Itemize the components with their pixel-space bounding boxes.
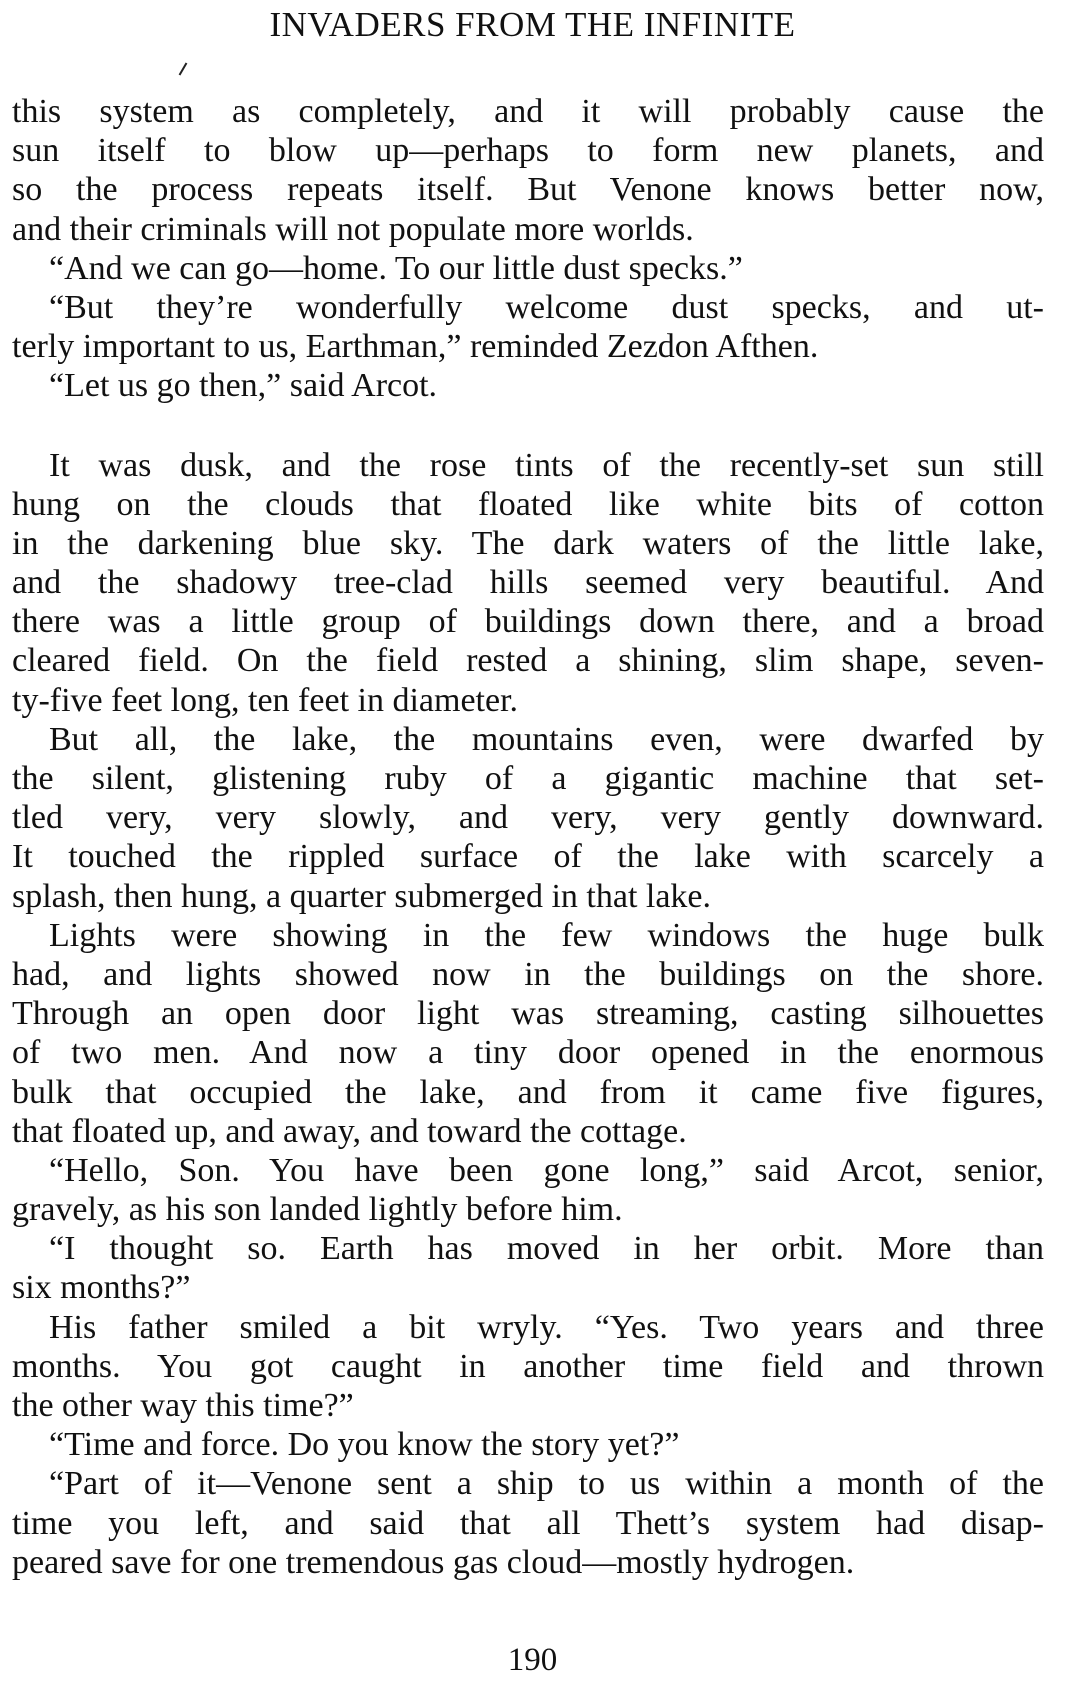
stray-pen-mark xyxy=(179,62,188,75)
paragraph xyxy=(12,366,1044,405)
paragraph xyxy=(12,288,1044,366)
page-number: 190 xyxy=(507,1642,558,1678)
text-line: months. You got caught in another time field and thrown xyxy=(12,1347,1044,1385)
text-line: sun itself to blow up—perhaps to form new planets, and xyxy=(12,132,1044,170)
text-line: Through an open door light was streaming, casting silhouettes xyxy=(12,995,1044,1033)
text-line: “Time and force. Do you know the story yet?” xyxy=(49,1426,680,1464)
text-line: tled very, very slowly, and very, very gently downward. xyxy=(12,799,1044,837)
text-line: in the darkening blue sky. The dark waters of the little lake, xyxy=(12,524,1044,562)
text-line: had, and lights showed now in the buildings on the shore. xyxy=(12,955,1044,993)
text-line: “But they’re wonderfully welcome dust specks, and ut- xyxy=(49,288,1044,326)
text-line: the silent, glistening ruby of a gigantic machine that set- xyxy=(12,760,1044,797)
text-line: “Let us go then,” said Arcot. xyxy=(49,367,438,405)
paragraph xyxy=(12,249,1044,288)
text-line: peared save for one tremendous gas cloud—mostly hydrogen. xyxy=(12,1543,855,1581)
text-line: so the process repeats itself. But Venone knows better now, xyxy=(12,171,1044,209)
text-line: the other way this time?” xyxy=(12,1387,354,1424)
paragraph xyxy=(12,1151,1044,1229)
text-line: “Hello, Son. You have been gone long,” said Arcot, senior, xyxy=(49,1151,1044,1189)
text-line: Lights were showing in the few windows the huge bulk xyxy=(49,916,1044,954)
text-line: ty-five feet long, ten feet in diameter. xyxy=(12,681,519,719)
text-line: gravely, as his son landed lightly before him. xyxy=(12,1191,623,1229)
text-line: hung on the clouds that floated like white bits of cotton xyxy=(12,485,1044,523)
paragraph xyxy=(12,1229,1044,1307)
text-line: splash, then hung, a quarter submerged in that lake. xyxy=(12,877,712,915)
text-line: terly important to us, Earthman,” reminded Zezdon Afthen. xyxy=(12,328,819,366)
text-line: But all, the lake, the mountains even, were dwarfed by xyxy=(49,720,1044,758)
text-line: six months?” xyxy=(12,1269,191,1307)
paragraph xyxy=(12,446,1044,720)
text-line: there was a little group of buildings down there, and a broad xyxy=(12,603,1044,641)
text-line: that floated up, and away, and toward the cottage. xyxy=(12,1112,687,1150)
text-line: “I thought so. Earth has moved in her orbit. More than xyxy=(49,1230,1044,1268)
text-line: His father smiled a bit wryly. “Yes. Two years and three xyxy=(49,1308,1044,1346)
body-text xyxy=(12,92,1044,1582)
text-line: “Part of it—Venone sent a ship to us within a month of the xyxy=(49,1465,1044,1503)
paragraph xyxy=(12,916,1044,1151)
paragraph xyxy=(12,720,1044,916)
paragraph xyxy=(12,1425,1044,1464)
section-break xyxy=(12,406,1044,446)
running-head: INVADERS FROM THE INFINITE xyxy=(269,5,796,44)
text-line: and the shadowy tree-clad hills seemed very beautiful. And xyxy=(12,564,1044,602)
paragraph xyxy=(12,1308,1044,1426)
text-line: cleared field. On the field rested a shining, slim shape, seven- xyxy=(12,642,1044,680)
text-line: time you left, and said that all Thett’s system had disap- xyxy=(12,1504,1044,1542)
text-line: bulk that occupied the lake, and from it came five figures, xyxy=(12,1073,1044,1111)
paragraph xyxy=(12,1464,1044,1582)
text-line: and their criminals will not populate more worlds. xyxy=(12,210,694,248)
text-line: It was dusk, and the rose tints of the recently-set sun still xyxy=(49,446,1044,484)
text-line: “And we can go—home. To our little dust specks.” xyxy=(49,249,743,287)
paragraph xyxy=(12,92,1044,249)
text-line: It touched the rippled surface of the lake with scarcely a xyxy=(12,838,1044,876)
text-line: this system as completely, and it will probably cause the xyxy=(12,93,1044,130)
text-line: of two men. And now a tiny door opened in the enormous xyxy=(12,1034,1044,1072)
